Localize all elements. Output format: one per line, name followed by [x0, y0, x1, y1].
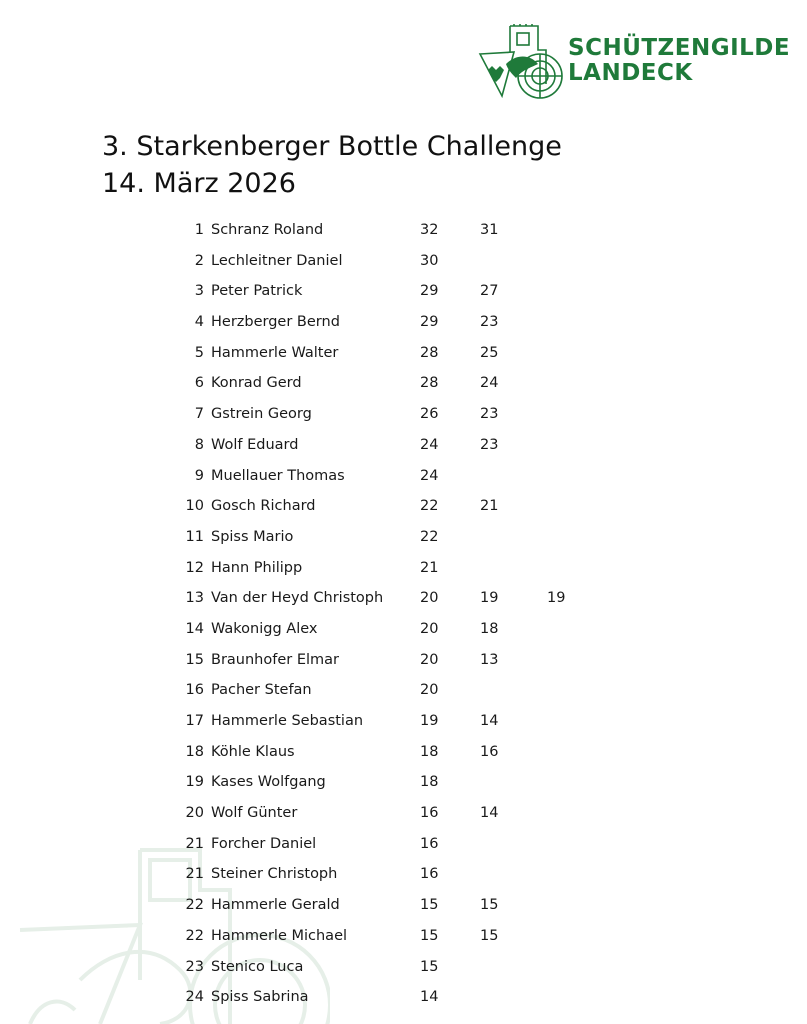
score-2: 23 — [480, 406, 499, 423]
name: Spiss Mario — [211, 528, 294, 545]
score-2: 18 — [480, 620, 499, 637]
rank: 13 — [185, 590, 204, 607]
name: Kases Wolfgang — [211, 774, 326, 791]
rank: 1 — [194, 222, 204, 238]
name: Steiner Christoph — [211, 866, 338, 883]
score-2: 25 — [480, 344, 499, 361]
club-name-line1: SCHÜTZENGILDE — [568, 35, 791, 61]
score-1: 28 — [420, 344, 439, 361]
rank: 7 — [194, 406, 204, 423]
score-1: 20 — [420, 590, 439, 607]
score-1: 29 — [420, 314, 439, 331]
rank: 14 — [185, 620, 204, 637]
name: Hann Philipp — [211, 559, 303, 576]
result-row — [0, 277, 807, 308]
score-1: 16 — [420, 835, 439, 852]
score-1: 20 — [420, 682, 439, 699]
name: Gosch Richard — [211, 498, 316, 515]
rank: 5 — [194, 344, 204, 361]
score-2: 19 — [480, 590, 499, 607]
result-row — [0, 646, 807, 677]
result-row — [0, 830, 807, 861]
name: Van der Heyd Christoph — [211, 590, 384, 607]
score-2: 23 — [480, 314, 499, 331]
event-title: 3. Starkenberger Bottle Challenge — [102, 131, 562, 162]
result-row — [0, 799, 807, 830]
score-2: 13 — [480, 651, 499, 668]
name: Spiss Sabrina — [211, 989, 309, 1006]
result-row — [0, 247, 807, 278]
name: Pacher Stefan — [211, 682, 312, 699]
score-3: 19 — [547, 590, 566, 607]
name: Wakonigg Alex — [211, 620, 318, 637]
score-1: 24 — [420, 467, 439, 484]
name: Braunhofer Elmar — [211, 651, 339, 668]
result-row — [0, 462, 807, 493]
rank: 10 — [185, 498, 204, 515]
result-row — [0, 308, 807, 339]
name: Lechleitner Daniel — [211, 252, 343, 269]
score-1: 30 — [420, 252, 439, 269]
score-2: 14 — [480, 713, 499, 729]
rank: 21 — [185, 835, 204, 852]
rank: 3 — [194, 283, 204, 300]
rank: 9 — [194, 467, 204, 484]
score-1: 15 — [420, 927, 439, 944]
name: Wolf Eduard — [211, 436, 299, 453]
score-1: 16 — [420, 805, 439, 822]
score-1: 24 — [420, 436, 439, 453]
score-2: 15 — [480, 927, 499, 944]
rank: 22 — [185, 927, 204, 944]
results-list — [0, 216, 807, 1014]
result-row — [0, 431, 807, 462]
name: Köhle Klaus — [211, 743, 295, 760]
result-row — [0, 676, 807, 707]
score-1: 15 — [420, 958, 439, 975]
score-1: 16 — [420, 866, 439, 883]
result-row — [0, 216, 807, 247]
name: Hammerle Sebastian — [211, 713, 364, 729]
result-row — [0, 369, 807, 400]
result-row — [0, 492, 807, 523]
score-2: 14 — [480, 805, 499, 822]
result-row — [0, 707, 807, 738]
score-1: 18 — [420, 743, 439, 760]
rank: 22 — [185, 897, 204, 914]
score-1: 28 — [420, 375, 439, 392]
rank: 16 — [185, 682, 204, 699]
club-name-line2: LANDECK — [568, 60, 693, 86]
rank: 20 — [185, 805, 204, 822]
result-row — [0, 891, 807, 922]
result-row — [0, 400, 807, 431]
name: Schranz Roland — [211, 222, 324, 238]
result-row — [0, 768, 807, 799]
score-2: 27 — [480, 283, 499, 300]
score-1: 21 — [420, 559, 439, 576]
score-1: 15 — [420, 897, 439, 914]
score-1: 14 — [420, 989, 439, 1006]
result-row — [0, 339, 807, 370]
name: Wolf Günter — [211, 805, 298, 822]
score-2: 15 — [480, 897, 499, 914]
rank: 4 — [194, 314, 204, 331]
name: Gstrein Georg — [211, 406, 312, 423]
result-row — [0, 615, 807, 646]
score-2: 24 — [480, 375, 499, 392]
result-row — [0, 983, 807, 1014]
name: Hammerle Walter — [211, 344, 339, 361]
result-row — [0, 523, 807, 554]
result-row — [0, 922, 807, 953]
result-row — [0, 554, 807, 585]
rank: 6 — [194, 375, 204, 392]
score-1: 22 — [420, 498, 439, 515]
score-1: 20 — [420, 620, 439, 637]
rank: 21 — [185, 866, 204, 883]
name: Peter Patrick — [211, 283, 303, 300]
name: Hammerle Gerald — [211, 897, 340, 914]
name: Stenico Luca — [211, 958, 304, 975]
score-1: 22 — [420, 528, 439, 545]
rank: 24 — [185, 989, 204, 1006]
rank: 17 — [185, 713, 204, 729]
result-row — [0, 860, 807, 891]
score-2: 31 — [480, 222, 499, 238]
rank: 8 — [194, 436, 204, 453]
result-row — [0, 738, 807, 769]
club-logo — [476, 24, 791, 102]
result-row — [0, 584, 807, 615]
score-2: 21 — [480, 498, 499, 515]
name: Konrad Gerd — [211, 375, 302, 392]
name: Herzberger Bernd — [211, 314, 340, 331]
rank: 15 — [185, 651, 204, 668]
name: Forcher Daniel — [211, 835, 317, 852]
score-1: 18 — [420, 774, 439, 791]
score-1: 26 — [420, 406, 439, 423]
rank: 11 — [185, 528, 204, 545]
name: Hammerle Michael — [211, 927, 348, 944]
result-row — [0, 953, 807, 984]
rank: 12 — [185, 559, 204, 576]
rank: 2 — [194, 252, 204, 269]
name: Muellauer Thomas — [211, 467, 345, 484]
event-date: 14. März 2026 — [102, 168, 296, 199]
rank: 23 — [185, 958, 204, 975]
page-title — [102, 128, 562, 202]
rank: 18 — [185, 743, 204, 760]
score-1: 19 — [420, 713, 439, 729]
club-crest-icon — [476, 24, 564, 102]
rank: 19 — [185, 774, 204, 791]
score-1: 20 — [420, 651, 439, 668]
score-2: 16 — [480, 743, 499, 760]
score-2: 23 — [480, 436, 499, 453]
score-1: 32 — [420, 222, 439, 238]
score-1: 29 — [420, 283, 439, 300]
